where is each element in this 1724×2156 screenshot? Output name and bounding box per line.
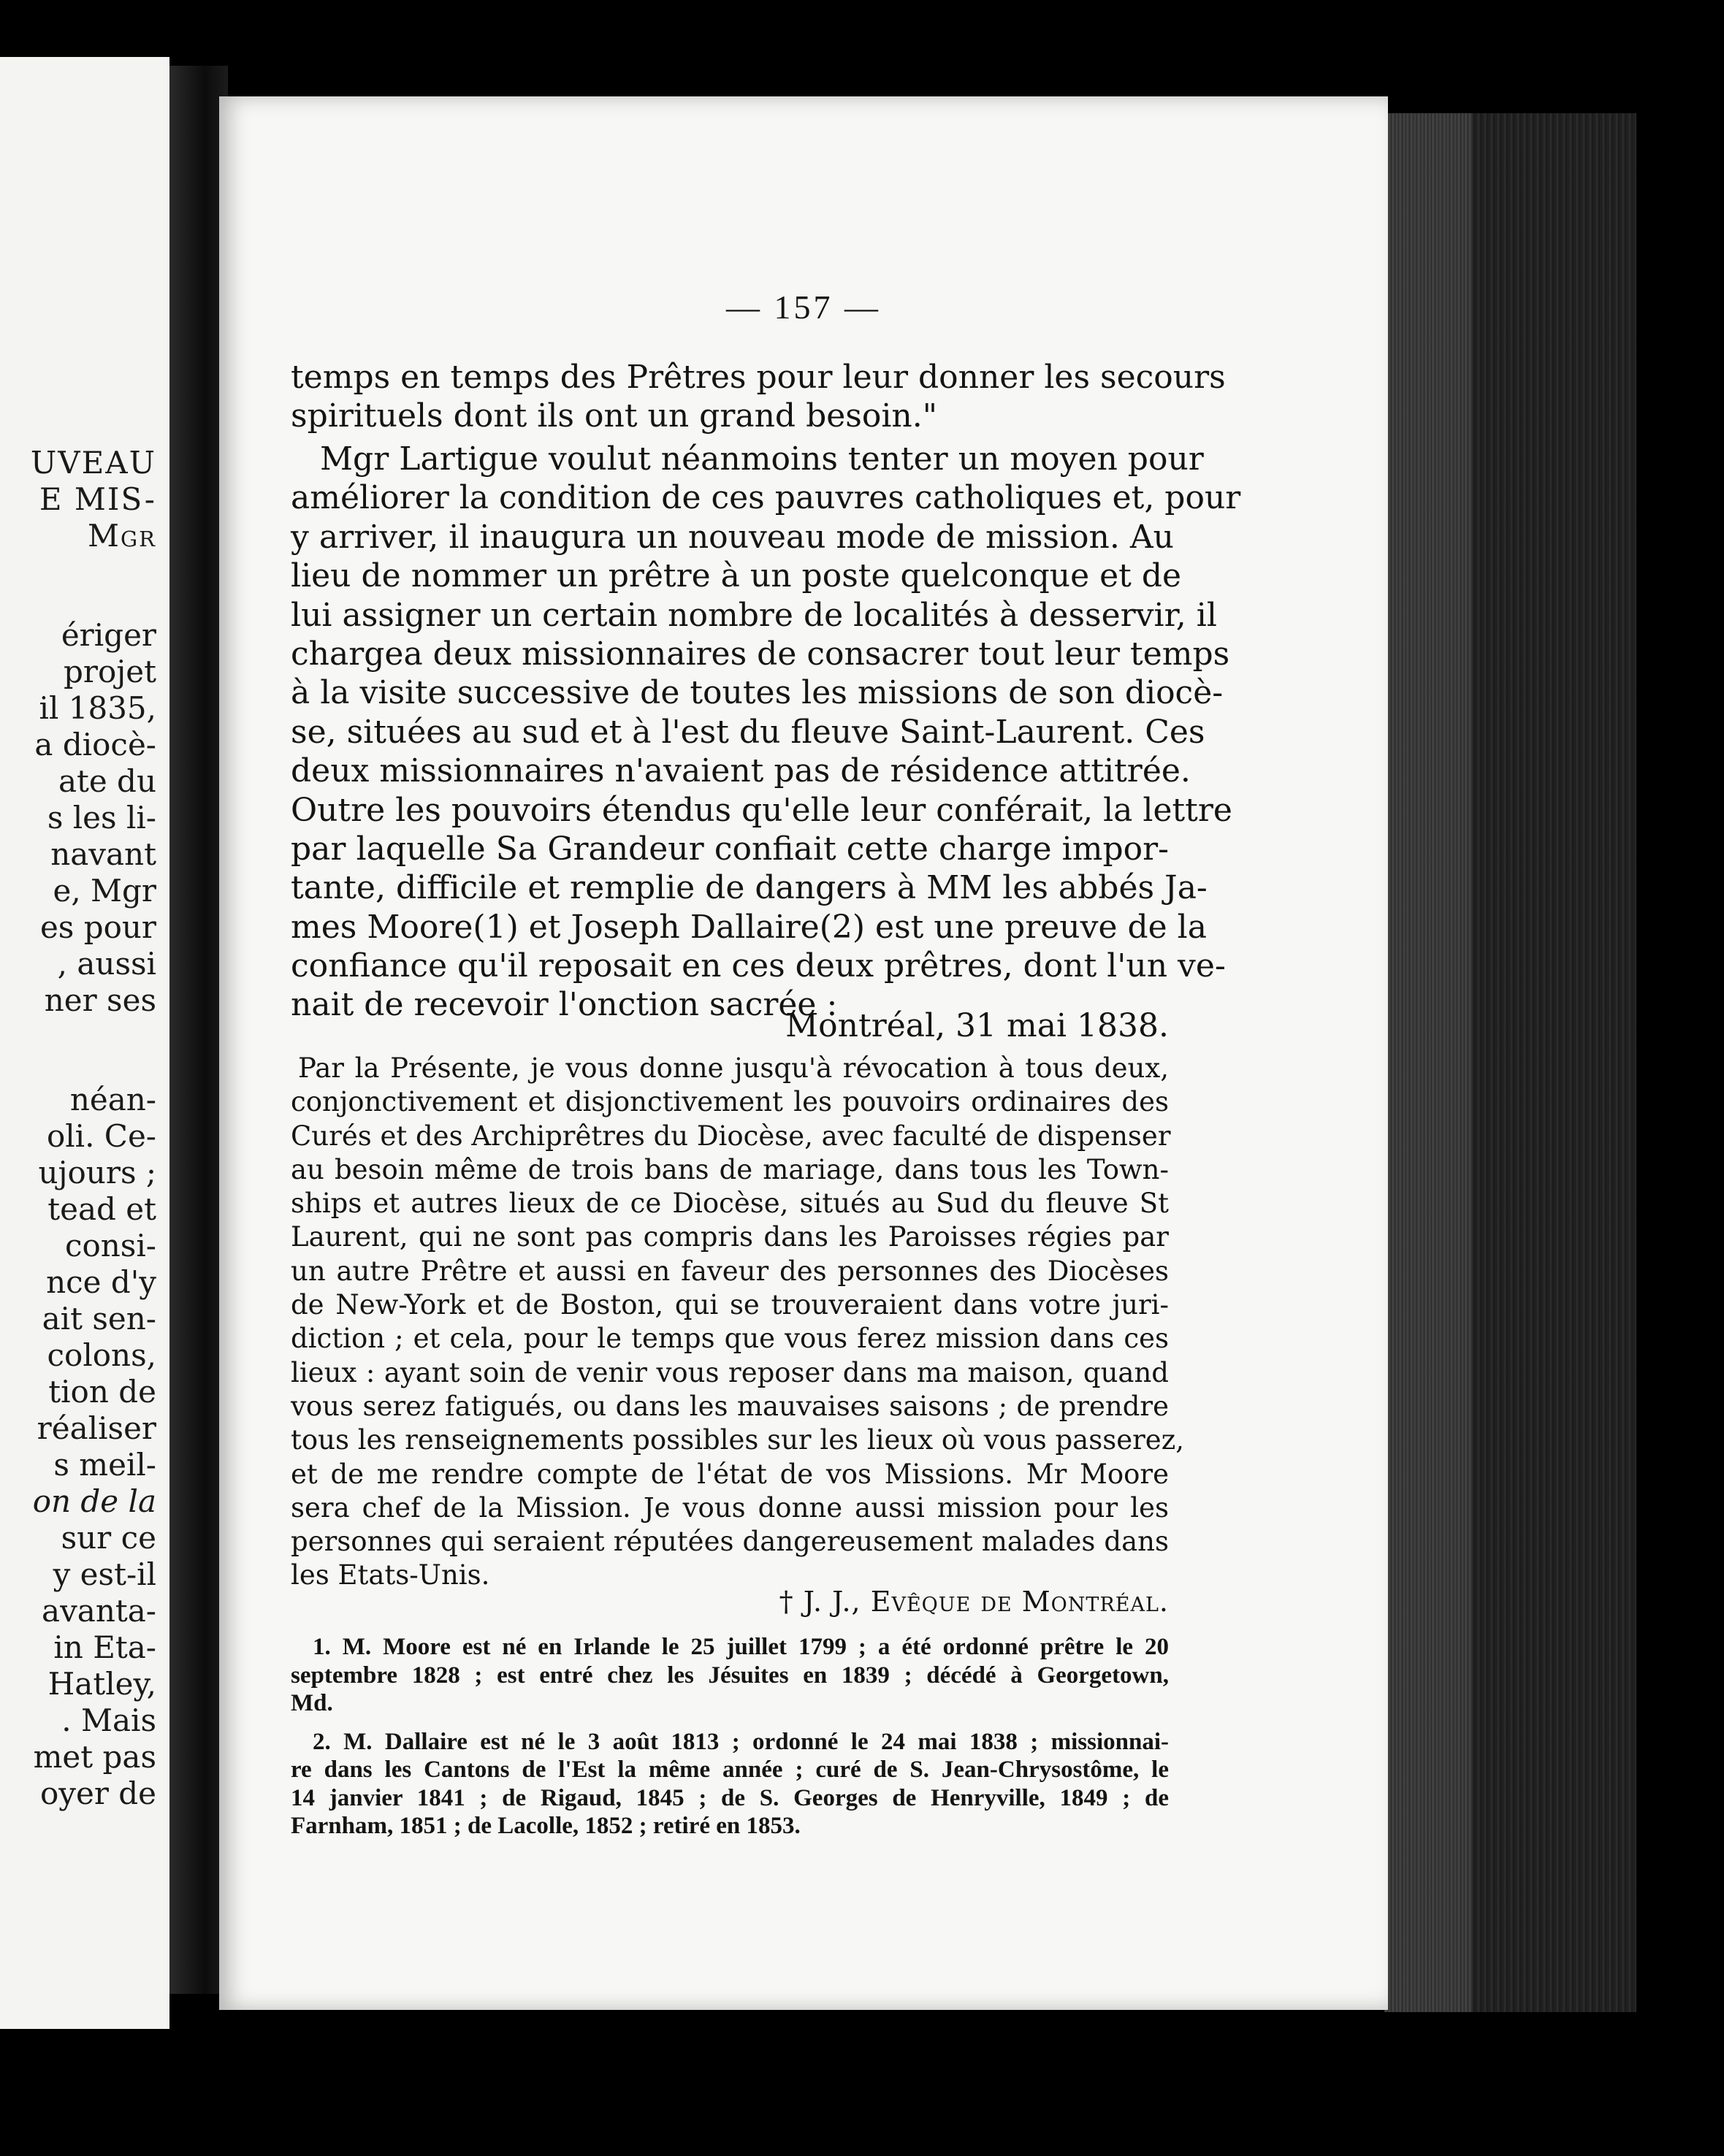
body-line: Outre les pouvoirs étendus qu'elle leur conférait, la lettre — [291, 791, 1232, 829]
left-page-line: oli. Ce- — [46, 1118, 156, 1154]
body-line: tante, difficile et remplie de dangers à MM les abbés Ja- — [291, 869, 1208, 907]
footnote-gap — [291, 1718, 1169, 1728]
letter-line: personnes qui seraient réputées dangereusement malades dans — [291, 1526, 1169, 1558]
letter-line: ships et autres lieux de ce Diocèse, situés au Sud du fleuve St — [291, 1188, 1169, 1220]
body-line: lieu de nommer un prêtre à un poste quelconque et de — [291, 557, 1182, 595]
left-page-line: s les li- — [47, 800, 156, 836]
left-page-line: tead et — [47, 1191, 156, 1227]
left-page-line: néan- — [69, 1082, 156, 1117]
left-page-line: E MIS- — [39, 481, 156, 517]
left-page-line: nce d'y — [46, 1264, 156, 1300]
left-page-fragment — [0, 57, 169, 2029]
left-page-line: on de la — [32, 1483, 156, 1519]
left-page-line: met pas — [33, 1739, 156, 1775]
footnotes — [291, 1633, 1169, 1840]
left-page-line: Mgr — [87, 518, 156, 554]
left-page-line: es pour — [39, 909, 156, 945]
left-page-line: ait sen- — [42, 1301, 156, 1337]
signature-name: Evêque de Montréal. — [870, 1586, 1169, 1618]
footnote-line: Farnham, 1851 ; de Lacolle, 1852 ; retiré en 1853. — [291, 1813, 801, 1839]
footnote-line: 1. M. Moore est né en Irlande le 25 juillet 1799 ; a été ordonné prêtre le 20 — [313, 1634, 1169, 1660]
letter-signature — [291, 1585, 1169, 1618]
letter-line: et de me rendre compte de l'état de vos Missions. Mr Moore — [291, 1458, 1169, 1490]
footnote-line: 14 janvier 1841 ; de Rigaud, 1845 ; de S. Georges de Henryville, 1849 ; de — [291, 1784, 1169, 1811]
left-page-line: colons, — [47, 1337, 156, 1373]
body-line: deux missionnaires n'avaient pas de résidence attitrée. — [291, 752, 1191, 790]
body-line: y arriver, il inaugura un nouveau mode de mission. Au — [291, 518, 1174, 556]
left-page-line: , aussi — [57, 946, 156, 982]
left-page-line: a diocè- — [34, 727, 156, 762]
body-line: améliorer la condition de ces pauvres catholiques et, pour — [291, 479, 1241, 517]
letter-line: tous les renseignements possibles sur les lieux où vous passerez, — [291, 1424, 1184, 1456]
letter-line: Par la Présente, je vous donne jusqu'à révocation à tous deux, — [298, 1052, 1169, 1084]
body-line: chargea deux missionnaires de consacrer tout leur temps — [291, 635, 1230, 673]
left-page-line: s meil- — [53, 1447, 156, 1483]
letter-line: diction ; et cela, pour le temps que vous ferez mission dans ces — [291, 1323, 1169, 1355]
main-page — [219, 96, 1388, 2010]
body-line: par laquelle Sa Grandeur confiait cette charge impor- — [291, 830, 1169, 868]
paragraph-continuation — [291, 358, 1226, 436]
letter-line: vous serez fatigués, ou dans les mauvaises saisons ; de prendre — [291, 1390, 1169, 1422]
body-line: nait de recevoir l'onction sacrée : — [291, 986, 838, 1024]
body-line: confiance qu'il reposait en ces deux prêtres, dont l'un ve- — [291, 947, 1226, 985]
letter-dateline: Montréal, 31 mai 1838. — [785, 1007, 1169, 1044]
left-page-line: ériger — [61, 617, 156, 653]
body-line: mes Moore(1) et Joseph Dallaire(2) est une preuve de la — [291, 908, 1207, 946]
letter-line: Curés et des Archiprêtres du Diocèse, avec faculté de dispenser — [291, 1120, 1171, 1152]
left-page-line: ate du — [58, 763, 156, 799]
body-line: se, situées au sud et à l'est du fleuve Saint-Laurent. Ces — [291, 713, 1205, 751]
body-line: lui assigner un certain nombre de localités à desservir, il — [291, 596, 1217, 634]
letter-line: les Etats-Unis. — [291, 1559, 490, 1591]
body-line: Mgr Lartigue voulut néanmoins tenter un moyen pour — [320, 440, 1204, 478]
left-page-line: . Mais — [61, 1702, 156, 1738]
letter-line: conjonctivement et disjonctivement les pouvoirs ordinaires des — [291, 1086, 1169, 1118]
body-line: à la visite successive de toutes les missions de son diocè- — [291, 674, 1224, 712]
letter-line: de New-York et de Boston, qui se trouveraient dans votre juri- — [291, 1289, 1169, 1321]
footnote-line: 2. M. Dallaire est né le 3 août 1813 ; ordonné le 24 mai 1838 ; missionnai- — [313, 1728, 1169, 1755]
body-line: spirituels dont ils ont un grand besoin." — [291, 397, 937, 435]
quoted-letter — [291, 1052, 1184, 1593]
letter-line: au besoin même de trois bans de mariage, dans tous les Town- — [291, 1153, 1169, 1185]
left-page-line: projet — [63, 654, 156, 689]
left-page-line: oyer de — [39, 1775, 156, 1811]
letter-line: lieux : ayant soin de venir vous reposer dans ma maison, quand — [291, 1356, 1169, 1388]
left-page-line: Hatley, — [47, 1666, 156, 1702]
left-page-line: in Eta- — [53, 1629, 156, 1665]
page-edge-highlight — [1384, 113, 1472, 2012]
letter-line: Laurent, qui ne sont pas compris dans les Paroisses régies par — [291, 1221, 1169, 1253]
left-page-line: consi- — [64, 1228, 156, 1264]
letter-line: sera chef de la Mission. Je vous donne aussi mission pour les — [291, 1491, 1169, 1524]
body-line: temps en temps des Prêtres pour leur donner les secours — [291, 359, 1226, 396]
left-page-line: e, Mgr — [53, 873, 156, 909]
left-page-line: UVEAU — [30, 445, 156, 481]
left-page-line: navant — [50, 836, 156, 872]
left-page-line: avanta- — [42, 1593, 156, 1629]
left-page-line: tion de — [48, 1374, 156, 1410]
left-page-line: il 1835, — [39, 690, 156, 726]
page-number: — 157 — — [726, 288, 881, 326]
left-page-line: réaliser — [37, 1410, 156, 1446]
signature-prefix: † J. J., — [779, 1586, 871, 1618]
left-page-line: y est-il — [53, 1556, 156, 1592]
left-page-line: ner ses — [44, 982, 156, 1018]
book-page-edges — [1384, 113, 1636, 2012]
left-page-line: sur ce — [61, 1520, 156, 1556]
letter-line: un autre Prêtre et aussi en faveur des personnes des Diocèses — [291, 1255, 1169, 1287]
footnote-line: septembre 1828 ; est entré chez les Jésuites en 1839 ; décédé à Georgetown, — [291, 1662, 1169, 1689]
paragraph-main — [291, 440, 1241, 1025]
footnote-line: Md. — [291, 1690, 333, 1716]
left-page-line: ujours ; — [38, 1155, 156, 1190]
footnote-line: re dans les Cantons de l'Est la même année ; curé de S. Jean-Chrysostôme, le — [291, 1756, 1169, 1783]
